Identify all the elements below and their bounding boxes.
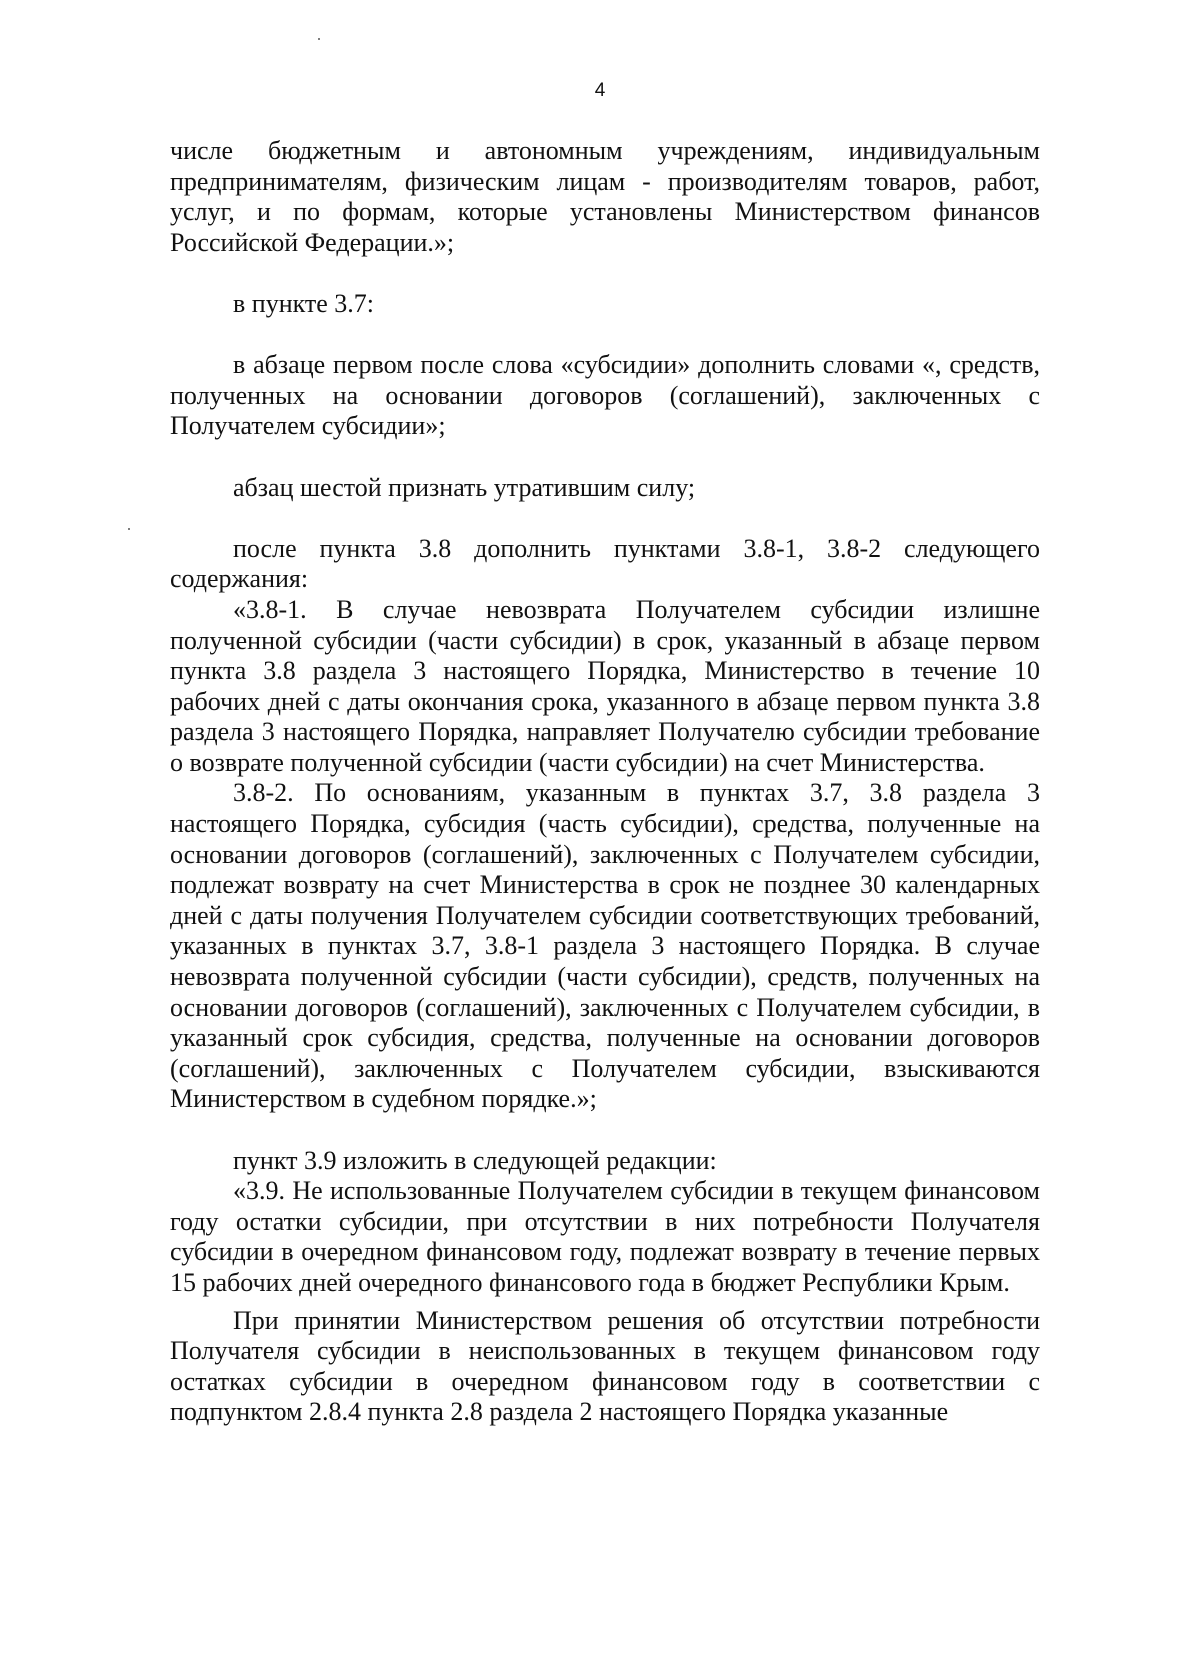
paragraph-item-3-7: в пункте 3.7:: [233, 288, 375, 318]
paragraph-continuation: числе бюджетным и автономным учреждениям, индивидуальным предпринимателям, физическим лицам - производителям товаров, работ, услуг, и по формам, которые установлены Министерством финансов Российской Федерации.»;: [170, 136, 1040, 257]
paragraph-abzac-first: в абзаце первом после слова «субсидии» дополнить словами «, средств, полученных на основании договоров (соглашений), заключенных с Получателем субсидии»;: [170, 350, 1040, 441]
paragraph-3-8-2: 3.8-2. По основаниям, указанным в пунктах 3.7, 3.8 раздела 3 настоящего Порядка, субсидия (часть субсидии), средства, полученные на основании договоров (соглашений), заключенных с Получателем субсидии, подлежат возврату на счет Министерства в срок не позднее 30 календарных дней с даты получения Получателем субсидии соответствующих требований, указанных в пунктах 3.7, 3.8-1 раздела 3 настоящего Порядка. В случае невозврата полученной субсидии (части субсидии), средств, полученных на основании договоров (соглашений), заключенных с Получателем субсидии, в указанный срок субсидия, средства, полученные на основании договоров (соглашений), заключенных с Получателем субсидии, взыскиваются Министерством в судебном порядке.»;: [170, 778, 1040, 1114]
document-body: [170, 136, 1040, 1428]
paragraph-decision: При принятии Министерством решения об отсутствии потребности Получателя субсидии в неиспользованных в текущем финансовом году остатках субсидии в очередном финансовом году в соответствии с подпунктом 2.8.4 пункта 2.8 раздела 2 настоящего Порядка указанные: [170, 1305, 1040, 1427]
paragraph-3-8-1: «3.8-1. В случае невозврата Получателем субсидии излишне полученной субсидии (части субсидии) в срок, указанный в абзаце первом пункта 3.8 раздела 3 настоящего Порядка, Министерство в течение 10 рабочих дней с даты окончания срока, указанного в абзаце первом пункта 3.8 раздела 3 настоящего Порядка, направляет Получателю субсидии требование о возврате полученной субсидии (части субсидии) на счет Министерства.: [170, 594, 1040, 777]
page-number: 4: [594, 80, 606, 101]
scan-speck: [128, 528, 130, 530]
paragraph-after-3-8: после пункта 3.8 дополнить пунктами 3.8-1, 3.8-2 следующего содержания:: [170, 533, 1040, 594]
scan-speck: [318, 38, 320, 40]
paragraph-abzac-sixth: абзац шестой признать утратившим силу;: [233, 472, 696, 502]
paragraph-item-3-9: пункт 3.9 изложить в следующей редакции:: [233, 1145, 717, 1175]
paragraph-3-9-text: «3.9. Не использованные Получателем субсидии в текущем финансовом году остатки субсидии, при отсутствии в них потребности Получателя субсидии в очередном финансовом году, подлежат возврату в течение первых 15 рабочих дней очередного финансового года в бюджет Республики Крым.: [170, 1176, 1040, 1297]
